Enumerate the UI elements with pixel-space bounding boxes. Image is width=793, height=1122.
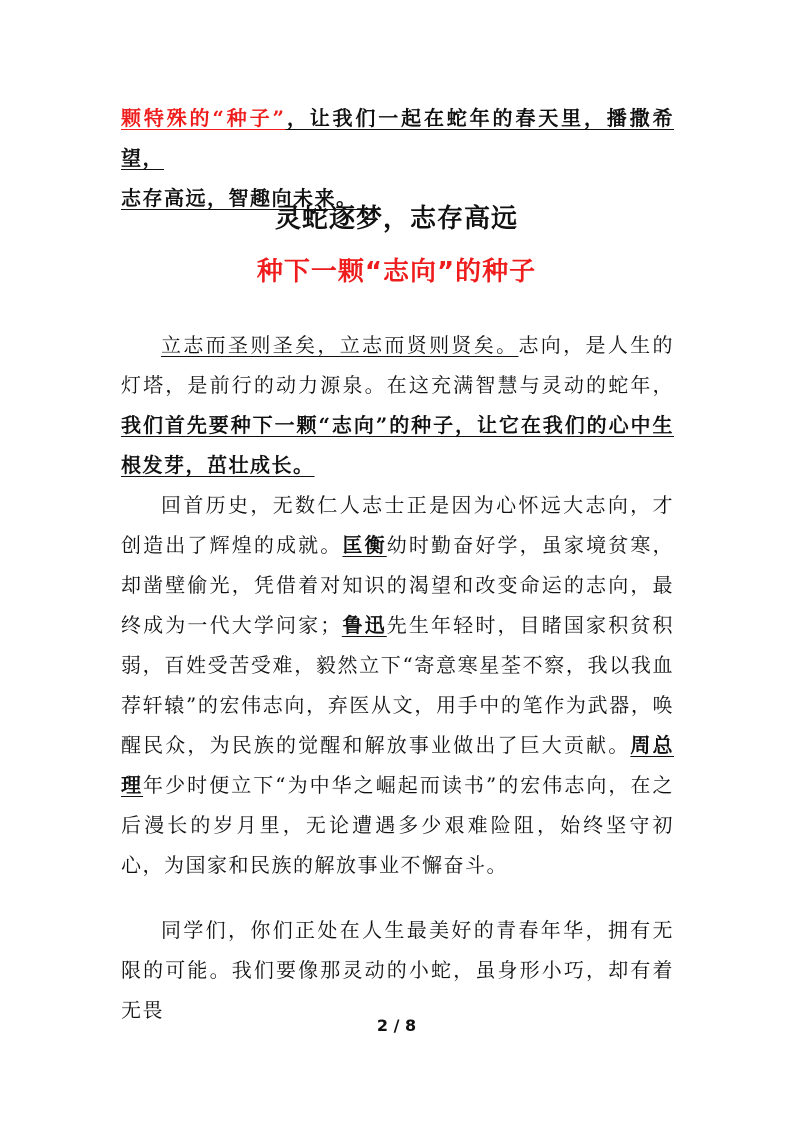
page-number: 2 / 8 (376, 1016, 417, 1035)
red-seed-phrase: 颗特殊的“种子” (121, 106, 286, 130)
section-title: 灵蛇逐梦，志存高远 (274, 204, 518, 234)
paragraph-2-text-4: 年少时便立下“为中华之崛起而读书”的宏伟志向，在之后漫长的岁月里，无论遭遇多少艰难险阻，始终坚守初心，为国家和民族的解放事业不懈奋斗。 (121, 773, 675, 877)
name-lu-xun: 鲁迅 (341, 613, 387, 637)
paragraph-2 (121, 485, 674, 885)
name-zhou-zongli: 周总理 (121, 733, 675, 797)
quote-phrase: 立志而圣则圣矣，立志而贤则贤矣。 (161, 333, 519, 357)
paragraph-2-text-1: 回首历史，无数仁人志士正是因为心怀远大志向，才创造出了辉煌的成就。 (121, 493, 674, 557)
section-subtitle: 种下一颗“志向”的种子 (256, 257, 537, 287)
paragraph-1 (121, 325, 674, 485)
paragraph-3: 同学们，你们正处在人生最美好的青春年华，拥有无限的可能。我们要像那灵动的小蛇，虽身形小巧，却有着无畏 (121, 918, 674, 1022)
paragraph-1-text: 志向，是人生的灯塔，是前行的动力源泉。在这充满智慧与灵动的蛇年， (121, 333, 675, 397)
paragraph-2-text-2: 幼时勤奋好学，虽家境贫寒，却凿壁偷光，凭借着对知识的渴望和改变命运的志向，最终成为一代大学问家； (121, 533, 675, 637)
name-kuang-heng: 匡衡 (342, 533, 387, 557)
paragraph-2-text-3: 先生年轻时，目睹国家积贫积弱，百姓受苦受难，毅然立下“寄意寒星荃不察，我以我血荐轩辕”的宏伟志向，弃医从文，用手中的笔作为武器，唤醒民众，为民族的觉醒和解放事业做出了巨大贡献。 (121, 613, 674, 757)
intro-line-2: 志存高远，智趣向未来。 (121, 186, 358, 210)
paragraph-1-emphasis: 我们首先要种下一颗“志向”的种子，让它在我们的心中生根发芽，茁壮成长。 (121, 413, 674, 477)
intro-line-rest: ，让我们一起在蛇年的春天里，播撒希望， (121, 106, 674, 170)
